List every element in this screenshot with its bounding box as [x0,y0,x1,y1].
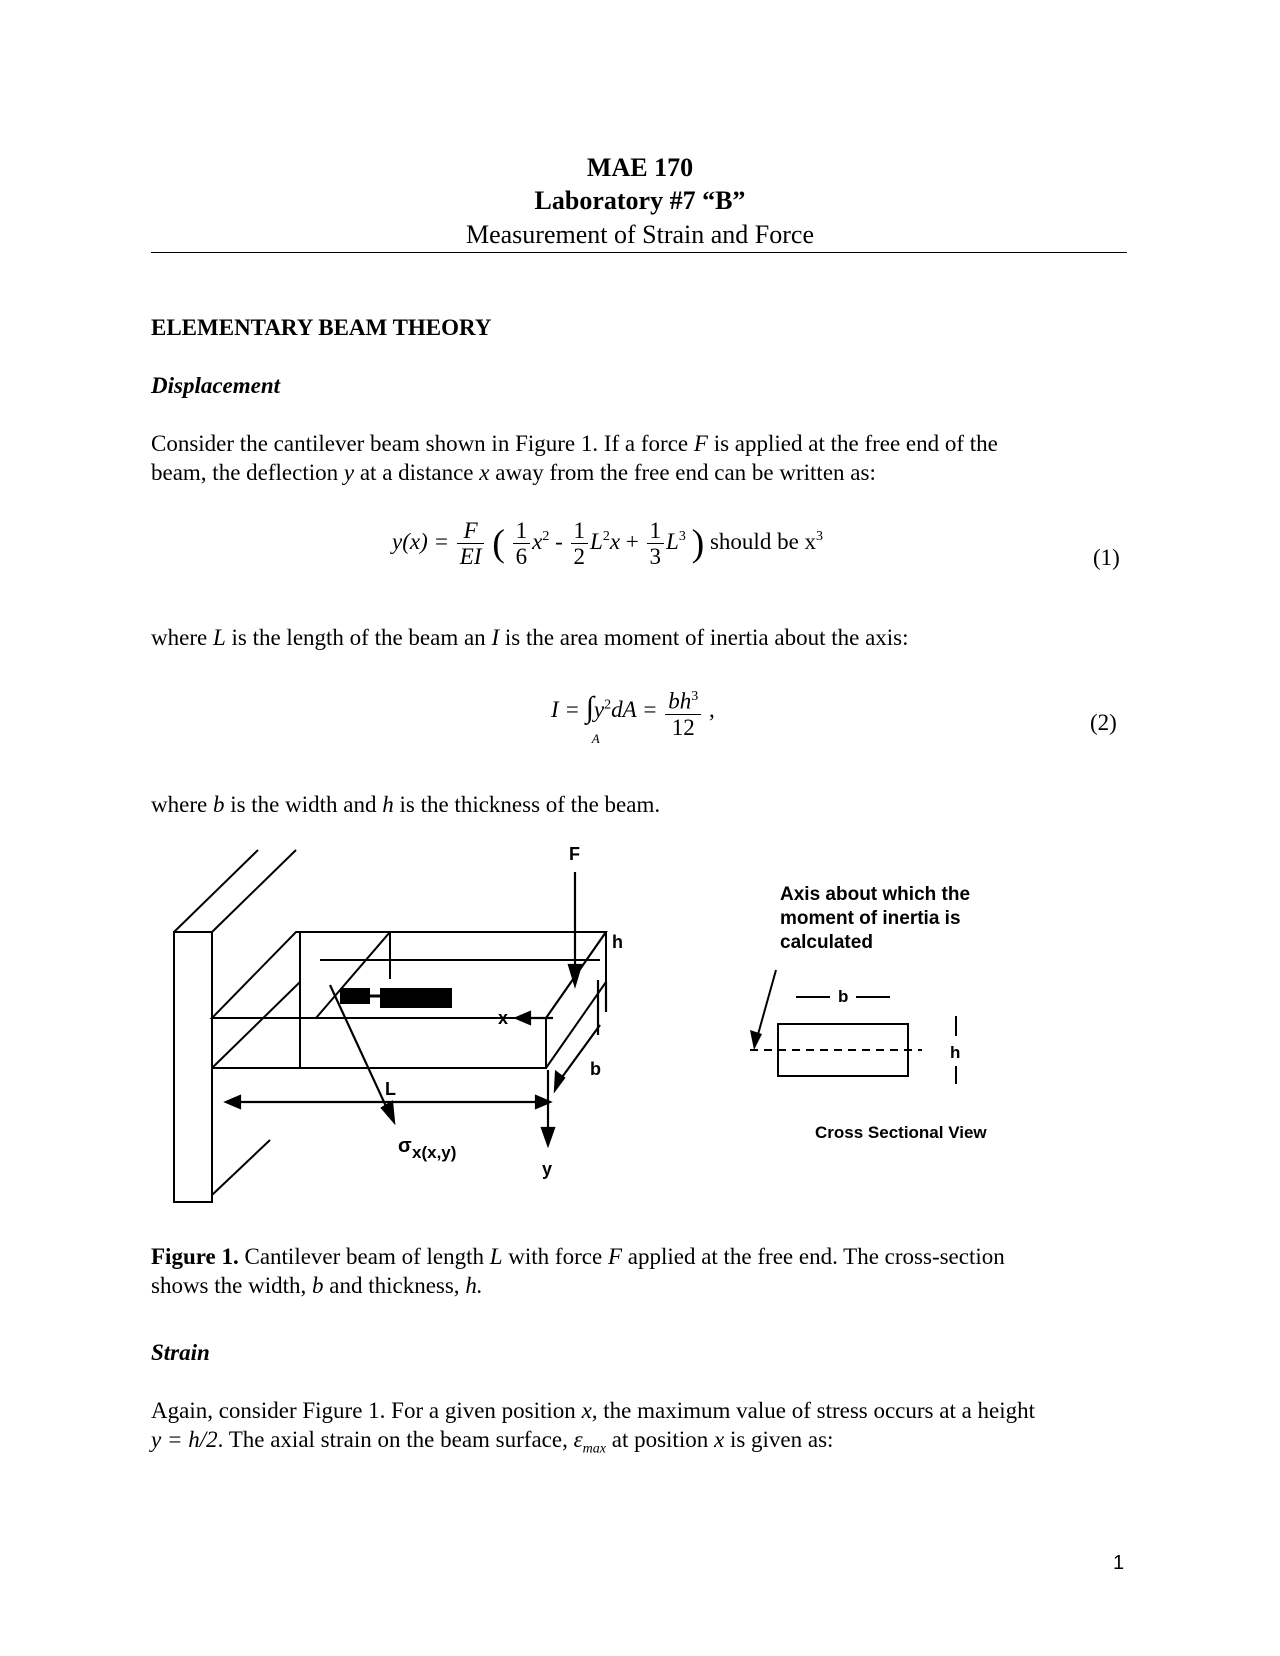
label-length: L [385,1079,396,1099]
strain-heading: Strain [151,1340,210,1365]
label-sigma-sub: x(x,y) [412,1143,457,1162]
course-title: MAE 170 [586,153,694,182]
strain-paragraph: Again, consider Figure 1. For a given position x, the maximum value of stress occurs at a height y = h/2. The axial strain on the beam surface, $\varepsilon_{max}$ at position x is given as: [151,1398,1036,1457]
axis-note-line-1: Axis about which the [780,884,971,905]
label-sigma: σ [398,1135,412,1157]
section-heading: ELEMENTARY BEAM THEORY [151,315,492,340]
cs-label-b: b [838,987,849,1006]
displacement-paragraph: Consider the cantilever beam shown in Figure 1. If a force F is applied at the free end of the beam, the deflection y at a distance x away from the free end can be written as: [151,431,998,485]
axis-note-line-2: moment of inertia is [780,908,961,929]
equation-2-number: (2) [1090,710,1117,735]
equation-1-number: (1) [1093,545,1120,570]
beam-front-face [212,1018,546,1068]
label-position: x [498,1008,509,1028]
label-width: b [590,1059,601,1079]
cs-title: Cross Sectional View [815,1123,987,1142]
where-paragraph-2: where b is the width and h is the thickness of the beam. [151,792,661,817]
axis-note-line-3: calculated [780,932,873,953]
wall [174,932,212,1202]
label-force: F [569,844,580,864]
equation-2: I = ∫ A $y^2dA$ = $\frac{bh^3}{12}$ , [551,684,715,740]
strain-gauge-large [380,988,452,1008]
page-number: 1 [1113,1552,1125,1574]
label-deflection: y [542,1159,553,1179]
lab-title: Laboratory #7 “B” [534,186,746,215]
figure-caption: Figure 1. Cantilever beam of length L with force F applied at the free end. The cross-section shows the width, b and thickness, h. [151,1244,1005,1298]
label-thickness: h [612,932,623,952]
lab-subtitle: Measurement of Strain and Force [465,220,814,249]
cs-label-h: h [950,1043,961,1062]
where-paragraph-1: where L is the length of the beam an I is the area moment of inertia about the axis: [151,625,909,650]
displacement-heading: Displacement [151,373,281,398]
equation-1: y(x) = $\frac{F}{EI}$ ( $\frac{1}{6}$ $x^2$ - $\frac{1}{2}$ $L^2x$ + $\frac{1}{3}$ $L^3$ ) should be $x^3$ [392,518,824,569]
cantilever-figure [160,840,1020,1220]
header-rule [151,252,1127,253]
